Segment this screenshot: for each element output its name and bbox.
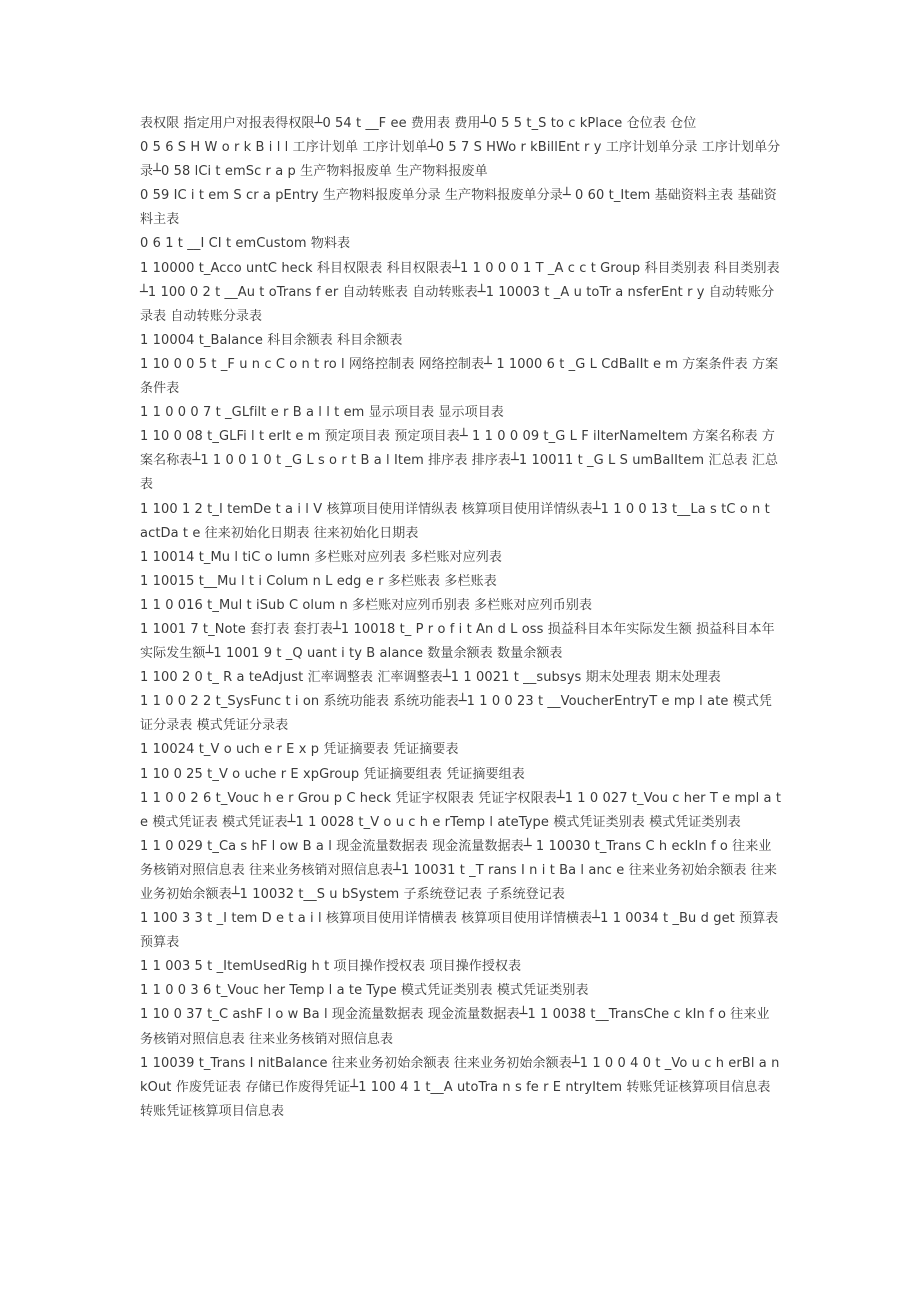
text-paragraph: 1 100 1 2 t_I temDe t a i l V 核算项目使用详情纵表 核算项目使用详情纵表┴1 1 0 0 13 t__La s tC o n t actDa t e 往来初始化日期表 往来初始化日期表 [140,501,770,541]
text-paragraph: 0 5 6 S H W o r k B i l l 工序计划单 工序计划单┴0 5 7 S HWo r kBillEnt r y 工序计划单分录 工序计划单分录┴0 58 lCi t emSc r a p 生产物料报废单 生产物料报废单 [140,140,781,180]
text-paragraph: 1 10024 t_V o uch e r E x p 凭证摘要表 凭证摘要表 [140,742,459,758]
text-paragraph: 1 100 2 0 t_ R a teAdjust 汇率调整表 汇率调整表┴1 1 0021 t __subsys 期末处理表 期末处理表 [140,670,721,686]
text-paragraph: 1 1 0 0 2 6 t_Vouc h e r Grou p C heck 凭证字权限表 凭证字权限表┴1 1 0 027 t_Vou c her T e mpl a t e 模式凭证表 模式凭证表┴1 1 0028 t_V o u c h e rTemp l ateType 模式凭证类别表 模式凭证类别表 [140,790,782,830]
text-paragraph: 1 100 3 3 t _I tem D e t a i l 核算项目使用详情横表 核算项目使用详情横表┴1 1 0034 t _Bu d get 预算表 预算表 [140,911,779,951]
text-paragraph: 1 1 003 5 t _ItemUsedRig h t 项目操作授权表 项目操作授权表 [140,959,522,975]
text-paragraph: 1 10 0 37 t_C ashF l o w Ba l 现金流量数据表 现金流量数据表┴1 1 0038 t__TransChe c kIn f o 往来业务核销对照信息表 往来业务核销对照信息表 [140,1007,770,1047]
text-paragraph: 0 6 1 t __I CI t emCustom 物料表 [140,236,351,252]
text-paragraph: 1 10000 t_Acco untC heck 科目权限表 科目权限表┴1 1 0 0 0 1 T _A c c t Group 科目类别表 科目类别表┴1 100 0 2 t __Au t oTrans f er 自动转账表 自动转账表┴1 10003 t _A u toTr a nsferEnt r y 自动转账分录表 自动转账分录表 [140,260,780,324]
text-paragraph: 1 1 0 0 2 2 t_SysFunc t i on 系统功能表 系统功能表┴1 1 0 0 23 t __VoucherEntryT e mp l ate 模式凭证分录表 模式凭证分录表 [140,694,773,734]
text-paragraph: 1 1 0 0 0 7 t _GLfilt e r B a l l t em 显示项目表 显示项目表 [140,405,504,421]
text-paragraph: 1 10 0 0 5 t _F u n c C o n t ro l 网络控制表 网络控制表┴ 1 1000 6 t _G L CdBalIt e m 方案条件表 方案条件表 [140,356,779,397]
text-paragraph: 1 10015 t__Mu l t i Colum n L edg e r 多栏账表 多栏账表 [140,573,497,589]
text-paragraph: 1 10014 t_Mu l tiC o lumn 多栏账对应列表 多栏账对应列表 [140,549,502,565]
text-paragraph: 1 10039 t_Trans I nitBalance 往来业务初始余额表 往来业务初始余额表┴1 1 0 0 4 0 t _Vo u c h erBl a nkOut 作废凭证表 存储已作废得凭证┴1 100 4 1 t__A utoTra n s fe r E ntryItem 转账凭证核算项目信息表 转账凭证核算项目信息表 [140,1055,780,1119]
text-paragraph: 1 10004 t_Balance 科目余额表 科目余额表 [140,332,403,348]
text-paragraph: 1 10 0 25 t_V o uche r E xpGroup 凭证摘要组表 凭证摘要组表 [140,766,525,782]
text-paragraph: 1 1001 7 t_Note 套打表 套打表┴1 10018 t_ P r o f i t An d L oss 损益科目本年实际发生额 损益科目本年实际发生额┴1 1001 9 t _Q uant i ty B alance 数量余额表 数量余额表 [140,621,775,662]
text-paragraph: 1 1 0 016 t_Mul t iSub C olum n 多栏账对应列币别表 多栏账对应列币别表 [140,597,593,613]
text-paragraph: 1 1 0 0 3 6 t_Vouc her Temp l a te Type 模式凭证类别表 模式凭证类别表 [140,983,589,999]
text-paragraph: 1 1 0 029 t_Ca s hF l ow B a l 现金流量数据表 现金流量数据表┴ 1 10030 t_Trans C h eckIn f o 往来业务核销对照信息表 往来业务核销对照信息表┴1 10031 t _T rans I n i t Ba l anc e 往来业务初始余额表 往来业务初始余额表┴1 10032 t__S u bSystem 子系统登记表 子系统登记表 [140,838,777,902]
document-body [140,112,782,1124]
text-paragraph: 1 10 0 08 t_GLFi l t erIt e m 预定项目表 预定项目表┴ 1 1 0 0 09 t_G L F ilterNameItem 方案名称表 方案名称表┴1 1 0 0 1 0 t _G L s o r t B a l Item 排序表 排序表┴1 10011 t _G L S umBalItem 汇总表 汇总表 [140,429,779,493]
text-paragraph: 表权限 指定用户对报表得权限┴0 54 t __F ee 费用表 费用┴0 5 5 t_S to c kPlace 仓位表 仓位 [140,116,697,131]
text-paragraph: 0 59 IC i t em S cr a pEntry 生产物料报废单分录 生产物料报废单分录┴ 0 60 t_Item 基础资料主表 基础资料主表 [140,188,777,228]
